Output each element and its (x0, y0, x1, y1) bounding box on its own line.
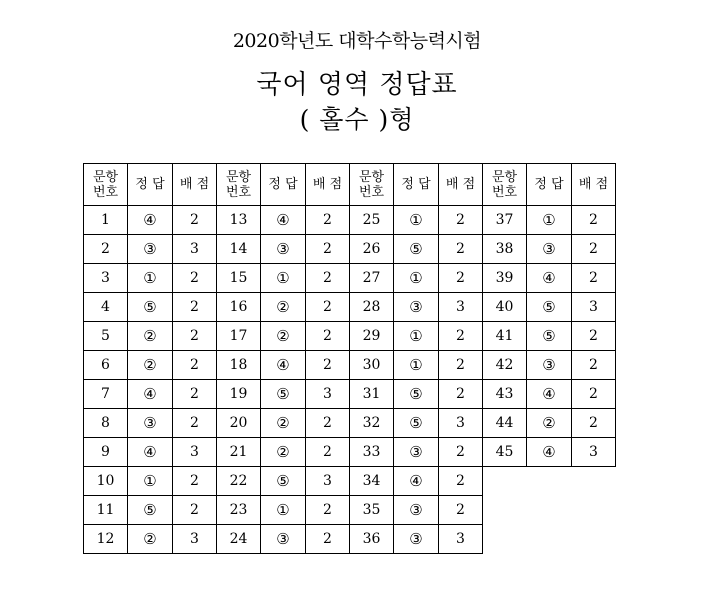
question-number-cell: 5 (84, 322, 128, 351)
question-number-cell: 9 (84, 438, 128, 467)
question-number-cell: 10 (84, 467, 128, 496)
table-row (84, 351, 616, 380)
table-row (84, 293, 616, 322)
question-number-cell: 8 (84, 409, 128, 438)
question-number-cell: 16 (217, 293, 261, 322)
question-number-cell: 4 (84, 293, 128, 322)
question-number-cell: 37 (483, 206, 527, 235)
answer-cell: ② (128, 351, 173, 380)
question-number-cell: 35 (350, 496, 394, 525)
points-cell: 3 (439, 525, 483, 554)
answer-cell: ① (394, 264, 439, 293)
points-cell: 2 (572, 409, 616, 438)
question-number-cell: 44 (483, 409, 527, 438)
question-number-cell: 14 (217, 235, 261, 264)
answer-cell: ③ (128, 409, 173, 438)
table-row (84, 409, 616, 438)
subject-title: 국어 영역 정답표 (256, 70, 458, 100)
points-cell: 2 (439, 380, 483, 409)
header-question-number-text: 문항 (491, 169, 518, 185)
points-cell: 2 (572, 322, 616, 351)
empty-cell (527, 525, 572, 554)
header-question-number (217, 164, 261, 206)
answer-cell: ⑤ (394, 235, 439, 264)
answer-cell: ④ (128, 380, 173, 409)
empty-cell (572, 496, 616, 525)
header-question-number (483, 164, 527, 206)
question-number-cell: 12 (84, 525, 128, 554)
answer-cell: ④ (128, 438, 173, 467)
points-cell: 3 (439, 293, 483, 322)
answer-cell: ① (128, 467, 173, 496)
points-cell: 2 (173, 293, 217, 322)
points-cell: 2 (173, 351, 217, 380)
question-number-cell: 2 (84, 235, 128, 264)
answer-cell: ⑤ (261, 467, 306, 496)
question-number-cell: 11 (84, 496, 128, 525)
answer-cell: ② (261, 438, 306, 467)
empty-cell (483, 525, 527, 554)
question-number-cell: 38 (483, 235, 527, 264)
header-answer (394, 164, 439, 206)
header-answer-text: 정 답 (135, 177, 165, 192)
points-cell: 2 (439, 467, 483, 496)
points-cell: 2 (572, 235, 616, 264)
header-question-number-text: 문항 (225, 169, 252, 185)
answer-cell: ⑤ (527, 322, 572, 351)
question-number-cell: 19 (217, 380, 261, 409)
answer-cell: ② (261, 409, 306, 438)
question-number-cell: 41 (483, 322, 527, 351)
table-row (84, 322, 616, 351)
points-cell: 2 (306, 351, 350, 380)
answer-key-table (83, 163, 616, 554)
question-number-cell: 29 (350, 322, 394, 351)
answer-cell: ① (394, 206, 439, 235)
empty-cell (527, 467, 572, 496)
question-number-cell: 3 (84, 264, 128, 293)
header-question-number-text: 문항 (358, 169, 385, 185)
points-cell: 2 (572, 351, 616, 380)
points-cell: 2 (439, 322, 483, 351)
question-number-cell: 20 (217, 409, 261, 438)
points-cell: 2 (306, 264, 350, 293)
points-cell: 3 (173, 235, 217, 264)
form-type-label: ( 홀수 )형 (299, 105, 415, 134)
header-answer (527, 164, 572, 206)
empty-cell (572, 525, 616, 554)
question-number-cell: 36 (350, 525, 394, 554)
question-number-cell: 32 (350, 409, 394, 438)
points-cell: 2 (306, 206, 350, 235)
question-number-cell: 40 (483, 293, 527, 322)
question-number-cell: 23 (217, 496, 261, 525)
exam-title: 2020학년도 대학수학능력시험 (232, 30, 482, 52)
header-answer-text: 정 답 (401, 177, 431, 192)
points-cell: 3 (572, 293, 616, 322)
points-cell: 3 (306, 380, 350, 409)
answer-cell: ① (261, 496, 306, 525)
answer-cell: ① (261, 264, 306, 293)
question-number-cell: 43 (483, 380, 527, 409)
answer-cell: ④ (527, 380, 572, 409)
answer-cell: ② (261, 322, 306, 351)
question-number-cell: 18 (217, 351, 261, 380)
answer-cell: ③ (527, 351, 572, 380)
points-cell: 3 (306, 467, 350, 496)
header-answer (128, 164, 173, 206)
points-cell: 2 (306, 235, 350, 264)
answer-cell: ⑤ (394, 409, 439, 438)
points-cell: 2 (439, 264, 483, 293)
question-number-cell: 24 (217, 525, 261, 554)
table-row (84, 264, 616, 293)
question-number-cell: 28 (350, 293, 394, 322)
answer-cell: ④ (261, 351, 306, 380)
answer-cell: ③ (394, 496, 439, 525)
points-cell: 2 (306, 293, 350, 322)
header-answer-text: 정 답 (534, 177, 564, 192)
answer-cell: ⑤ (394, 380, 439, 409)
answer-cell: ⑤ (527, 293, 572, 322)
answer-cell: ④ (394, 467, 439, 496)
points-cell: 2 (439, 438, 483, 467)
table-row (84, 525, 616, 554)
points-cell: 2 (306, 525, 350, 554)
header-points-text: 배 점 (179, 177, 210, 192)
header-points-text: 배 점 (445, 177, 476, 192)
question-number-cell: 42 (483, 351, 527, 380)
question-number-cell: 1 (84, 206, 128, 235)
table-row (84, 235, 616, 264)
points-cell: 2 (439, 496, 483, 525)
points-cell: 2 (173, 467, 217, 496)
question-number-cell: 30 (350, 351, 394, 380)
points-cell: 2 (173, 380, 217, 409)
header-answer (261, 164, 306, 206)
answer-cell: ③ (261, 235, 306, 264)
answer-cell: ② (261, 293, 306, 322)
empty-cell (483, 496, 527, 525)
points-cell: 2 (306, 322, 350, 351)
answer-cell: ③ (394, 525, 439, 554)
question-number-cell: 39 (483, 264, 527, 293)
question-number-cell: 7 (84, 380, 128, 409)
header-question-number (84, 164, 128, 206)
header-answer-text: 정 답 (268, 177, 298, 192)
question-number-cell: 25 (350, 206, 394, 235)
answer-cell: ① (128, 264, 173, 293)
header-points (173, 164, 217, 206)
header-points (572, 164, 616, 206)
header-question-number-text: 번호 (225, 184, 252, 200)
question-number-cell: 6 (84, 351, 128, 380)
points-cell: 2 (306, 409, 350, 438)
header-points (439, 164, 483, 206)
answer-cell: ③ (128, 235, 173, 264)
question-number-cell: 45 (483, 438, 527, 467)
points-cell: 2 (439, 206, 483, 235)
header-points-text: 배 점 (578, 177, 609, 192)
header-question-number-text: 번호 (358, 184, 385, 200)
question-number-cell: 15 (217, 264, 261, 293)
points-cell: 2 (439, 351, 483, 380)
table-row (84, 467, 616, 496)
answer-cell: ③ (394, 438, 439, 467)
question-number-cell: 27 (350, 264, 394, 293)
header-points (306, 164, 350, 206)
answer-cell: ③ (261, 525, 306, 554)
question-number-cell: 31 (350, 380, 394, 409)
table-row (84, 496, 616, 525)
question-number-cell: 34 (350, 467, 394, 496)
question-number-cell: 33 (350, 438, 394, 467)
table-row (84, 438, 616, 467)
header-question-number (350, 164, 394, 206)
header-points-text: 배 점 (312, 177, 343, 192)
answer-cell: ④ (527, 438, 572, 467)
answer-cell: ④ (527, 264, 572, 293)
answer-cell: ① (394, 351, 439, 380)
question-number-cell: 21 (217, 438, 261, 467)
points-cell: 2 (572, 206, 616, 235)
points-cell: 2 (173, 206, 217, 235)
answer-cell: ② (128, 322, 173, 351)
points-cell: 2 (173, 409, 217, 438)
points-cell: 3 (173, 438, 217, 467)
header-question-number-text: 번호 (92, 184, 119, 200)
question-number-cell: 26 (350, 235, 394, 264)
points-cell: 2 (572, 380, 616, 409)
answer-cell: ④ (261, 206, 306, 235)
table-header-row (84, 164, 616, 206)
points-cell: 2 (439, 235, 483, 264)
question-number-cell: 13 (217, 206, 261, 235)
empty-cell (527, 496, 572, 525)
answer-cell: ⑤ (261, 380, 306, 409)
table-row (84, 380, 616, 409)
question-number-cell: 17 (217, 322, 261, 351)
points-cell: 2 (173, 264, 217, 293)
points-cell: 2 (572, 264, 616, 293)
header-question-number-text: 번호 (491, 184, 518, 200)
points-cell: 2 (173, 322, 217, 351)
points-cell: 2 (306, 438, 350, 467)
answer-cell: ⑤ (128, 293, 173, 322)
points-cell: 2 (173, 496, 217, 525)
answer-cell: ② (128, 525, 173, 554)
points-cell: 3 (173, 525, 217, 554)
answer-cell: ④ (128, 206, 173, 235)
answer-cell: ③ (527, 235, 572, 264)
answer-cell: ⑤ (128, 496, 173, 525)
table-row (84, 206, 616, 235)
header-question-number-text: 문항 (92, 169, 119, 185)
question-number-cell: 22 (217, 467, 261, 496)
answer-cell: ① (394, 322, 439, 351)
points-cell: 3 (439, 409, 483, 438)
answer-cell: ① (527, 206, 572, 235)
empty-cell (572, 467, 616, 496)
empty-cell (483, 467, 527, 496)
points-cell: 2 (306, 496, 350, 525)
points-cell: 3 (572, 438, 616, 467)
answer-cell: ③ (394, 293, 439, 322)
answer-cell: ② (527, 409, 572, 438)
